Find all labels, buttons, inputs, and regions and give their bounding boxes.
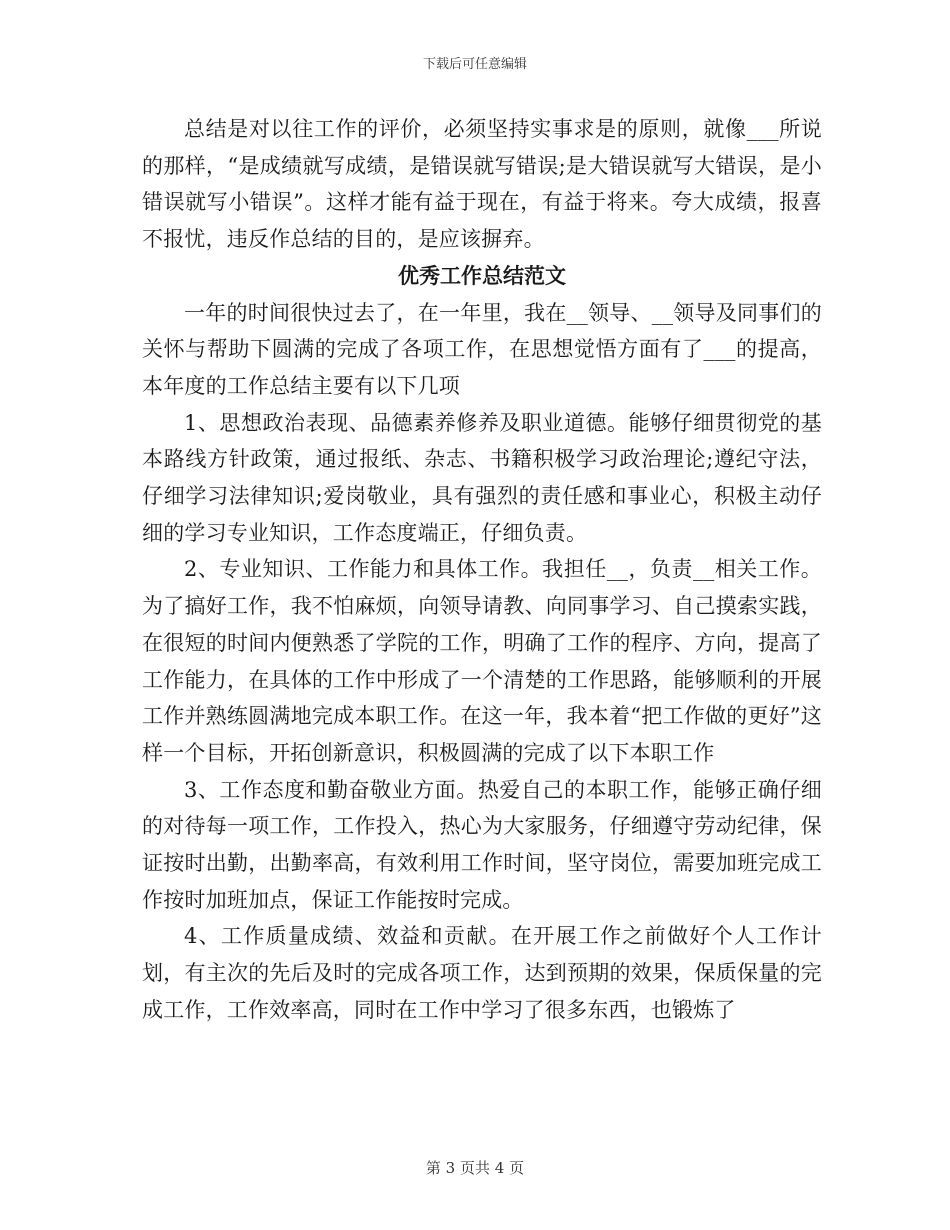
paragraph-item-3: 3、工作态度和勤奋敬业方面。热爱自己的本职工作，能够正确仔细的对待每一项工作，工作投入，热心为大家服务，仔细遵守劳动纪律，保证按时出勤，出勤率高，有效利用工作时间，坚守岗位，需要加班完成工作按时加班加点，保证工作能按时完成。 [142,777,822,912]
page-header: 下载后可任意编辑 [422,57,527,72]
intro-paragraph: 总结是对以往工作的评价，必须坚持实事求是的原则，就像___所说的那样，“是成绩就写成绩，是错误就写错误;是大错误就写大错误，是小错误就写小错误”。这样才能有益于现在，有益于将来。夸大成绩，报喜不报忧，违反作总结的目的，是应该摒弃。 [142,117,822,252]
paragraph-opening: 一年的时间很快过去了，在一年里，我在__领导、__领导及同事们的关怀与帮助下圆满的完成了各项工作，在思想觉悟方面有了___的提高，本年度的工作总结主要有以下几项 [142,300,822,398]
section-title: 优秀工作总结范文 [398,262,566,288]
paragraph-item-4: 4、工作质量成绩、效益和贡献。在开展工作之前做好个人工作计划，有主次的先后及时的完成各项工作，达到预期的效果，保质保量的完成工作，工作效率高，同时在工作中学习了很多东西，也锻炼了 [142,924,822,1022]
paragraph-item-1: 1、思想政治表现、品德素养修养及职业道德。能够仔细贯彻党的基本路线方针政策，通过报纸、杂志、书籍积极学习政治理论;遵纪守法，仔细学习法律知识;爱岗敬业，具有强烈的责任感和事业心，积极主动仔细的学习专业知识，工作态度端正，仔细负责。 [142,410,822,545]
page-footer: 第 3 页共 4 页 [425,1159,525,1177]
document-body [142,111,822,1029]
paragraph-item-2: 2、专业知识、工作能力和具体工作。我担任__，负责__相关工作。为了搞好工作，我不怕麻烦，向领导请教、向同事学习、自己摸索实践，在很短的时间内便熟悉了学院的工作，明确了工作的程序、方向，提高了工作能力，在具体的工作中形成了一个清楚的工作思路，能够顺利的开展工作并熟练圆满地完成本职工作。在这一年，我本着“把工作做的更好”这样一个目标，开拓创新意识，积极圆满的完成了以下本职工作 [142,557,822,765]
